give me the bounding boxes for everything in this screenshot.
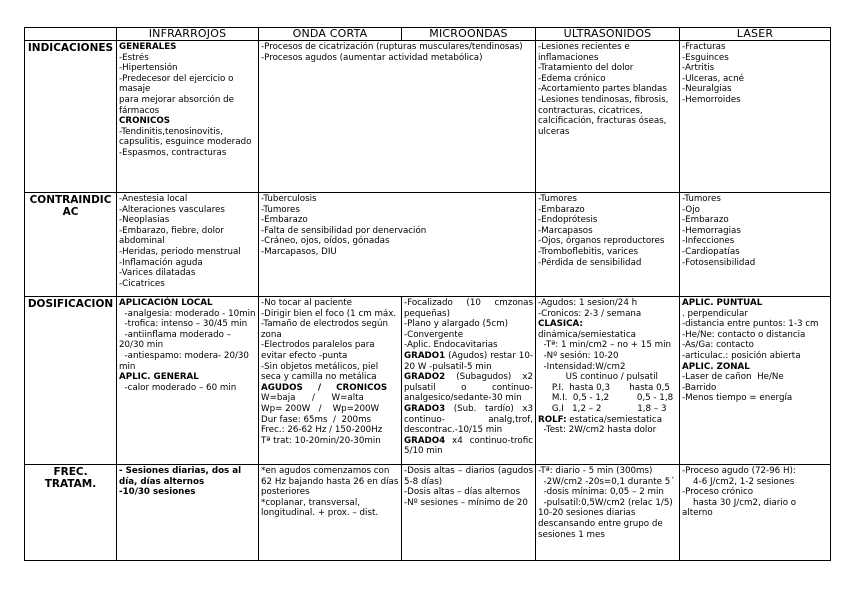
cell-line: -10/30 sesiones xyxy=(119,487,196,498)
cell-frec-laser xyxy=(680,465,831,561)
cell-line: -Hipertensión xyxy=(119,63,178,74)
header-microondas: MICROONDAS xyxy=(402,28,536,41)
cell-line: -Dirigir bien el foco (1 cm máx. xyxy=(261,308,397,319)
cell-line: -Proceso crónico xyxy=(682,487,754,498)
cell-line: -Hemorragias xyxy=(682,225,741,236)
cell-line: *en agudos comenzamos con 62 Hz bajando hasta 26 en días posteriores xyxy=(261,466,402,498)
cell-line: -Infecciones xyxy=(682,236,735,247)
cell-line: G.I 1,2 – 2 1,8 – 3 xyxy=(538,403,667,414)
cell-line: -Cardiopatías xyxy=(682,246,740,257)
cell-line: *coplanar, transversal, longitudinal. + prox. – dist. xyxy=(261,497,379,519)
cell-line: -Neoplasias xyxy=(119,215,170,226)
cell-line: -Tromboflebitis, varices xyxy=(538,246,639,257)
cell-line: -Marcapasos, DIU xyxy=(261,246,337,257)
cell-line: -2W/cm2 -20s=0,1 durante 5´ xyxy=(538,476,675,487)
cell-line: -Ulceras, acné xyxy=(682,73,744,84)
cell-line: -analgesia: moderado - 10min xyxy=(119,308,256,319)
cell-line: -Tamaño de electrodos según zona xyxy=(261,319,391,340)
cell-line: -Embarazo xyxy=(682,215,729,226)
cell-line: -Acortamiento partes blandas xyxy=(538,84,667,95)
cell-contra-onda-microondas xyxy=(259,193,536,297)
cell-line: -Aplic. Endocavitarias xyxy=(404,340,498,351)
cell-indicaciones-onda-microondas xyxy=(259,41,536,193)
cell-line xyxy=(404,351,533,372)
cell-line: -articulac.: posición abierta xyxy=(682,350,801,361)
cell-line: -Dosis altas – diarios (agudos 5-8 días) xyxy=(404,466,536,487)
cell-line: -Embarazo xyxy=(538,204,585,215)
cell-line-bold-prefix: ROLF: xyxy=(538,414,567,425)
cell-dosis-laser xyxy=(680,297,831,465)
header-row xyxy=(25,28,831,41)
row-label-dosificacion: DOSIFICACION xyxy=(25,297,117,465)
cell-line: AGUDOS / CRONICOS xyxy=(261,382,388,393)
cell-dosis-onda-corta xyxy=(259,297,402,465)
cell-line: -Inflamación aguda xyxy=(119,257,203,268)
cell-line-rest: estatica/semiestatica xyxy=(566,414,663,425)
cell-line: -Esguinces xyxy=(682,52,729,63)
row-label-indicaciones: INDICACIONES xyxy=(25,41,117,193)
cell-line: -Tª: 1 min/cm2 – no + 15 min xyxy=(538,340,672,351)
cell-contra-laser xyxy=(680,193,831,297)
cell-dosis-microondas xyxy=(402,297,536,465)
cell-line: -distancia entre puntos: 1-3 cm xyxy=(682,319,819,330)
therapy-comparison-sheet xyxy=(24,27,830,561)
cell-line: -Endoprótesis xyxy=(538,215,598,226)
cell-line: APLICACIÓN LOCAL xyxy=(119,298,213,308)
cell-line: US continuo / pulsatil xyxy=(538,372,658,383)
cell-line: -Laser de cañon He/Ne xyxy=(682,372,784,383)
cell-line: -Dosis altas – días alternos xyxy=(404,487,521,498)
cell-line: M.I. 0,5 - 1,2 0,5 - 1,8 xyxy=(538,393,674,404)
cell-line: Dur fase: 65ms / 200ms xyxy=(261,414,372,425)
cell-line: . perpendicular xyxy=(682,308,748,319)
cell-line: CRONICOS xyxy=(119,116,170,127)
row-frecuencia xyxy=(25,465,831,561)
cell-line: -Estrés xyxy=(119,52,149,63)
cell-contra-ultrasonidos xyxy=(536,193,680,297)
cell-line: -Heridas, periodo menstrual xyxy=(119,246,241,257)
cell-line: -Neuralgias xyxy=(682,84,732,95)
cell-line: -Cráneo, ojos, oídos, gónadas xyxy=(261,236,390,247)
cell-line: -Artritis xyxy=(682,63,715,74)
comparison-table xyxy=(24,27,831,561)
cell-line: W=baja / W=alta xyxy=(261,393,364,404)
cell-line: -trofica: intenso – 30/45 min xyxy=(119,319,248,330)
cell-line-bold-prefix: GRADO3 xyxy=(404,403,446,414)
cell-line: -Test: 2W/cm2 hasta dolor xyxy=(538,425,657,436)
cell-line: -Embarazo xyxy=(261,215,308,226)
cell-line: -Convergente xyxy=(404,329,464,340)
cell-line: -Electrodos paralelos para evitar efecto -punta xyxy=(261,340,378,361)
cell-line-rest: x4 continuo-trofic 5/10 min xyxy=(404,435,536,457)
cell-line: APLIC. PUNTUAL xyxy=(682,298,763,308)
cell-line: para mejorar absorción de fármacos xyxy=(119,94,237,116)
cell-contra-infrarrojos xyxy=(117,193,259,297)
cell-line: -Anestesia local xyxy=(119,194,188,204)
cell-line: hasta 30 J/cm2, diario o alterno xyxy=(682,497,799,519)
cell-line: -Lesiones tendinosas, fibrosis, contracturas, cicatrices, calcificación, fracturas óseas, ulceras xyxy=(538,94,672,137)
cell-line: -antiespamo: modera- 20/30 min xyxy=(119,350,252,372)
cell-line-rest: (Sub. tardío) x3 continuo- analg,trof, descontrac.-10/15 min xyxy=(404,403,536,436)
cell-dosis-infrarrojos xyxy=(117,297,259,465)
cell-line: -Varices dilatadas xyxy=(119,268,196,279)
cell-frec-ultrasonidos xyxy=(536,465,680,561)
cell-line: -No tocar al paciente xyxy=(261,298,352,308)
cell-line: -Tumores xyxy=(682,194,721,204)
cell-line: -calor moderado – 60 min xyxy=(119,382,237,393)
cell-line: -Tª: diario - 5 min (300ms) xyxy=(538,466,653,476)
cell-indicaciones-ultrasonidos xyxy=(536,41,680,193)
cell-indicaciones-infrarrojos xyxy=(117,41,259,193)
row-contraindicaciones xyxy=(25,193,831,297)
cell-line: -Ojo xyxy=(682,204,700,215)
cell-line: -Predecesor del ejercicio o masaje xyxy=(119,73,237,95)
header-infrarrojos: INFRARROJOS xyxy=(117,28,259,41)
cell-line: -Hemorroides xyxy=(682,94,741,105)
cell-frec-onda-corta xyxy=(259,465,402,561)
cell-line: APLIC. GENERAL xyxy=(119,372,199,383)
cell-line: Tª trat: 10-20min/20-30min xyxy=(261,435,381,446)
cell-line: -Embarazo, fiebre, dolor abdominal xyxy=(119,225,227,247)
cell-line: -He/Ne: contacto o distancia xyxy=(682,329,806,340)
cell-line: -As/Ga: contacto xyxy=(682,340,754,351)
cell-line: -Edema crónico xyxy=(538,73,606,84)
cell-line: -Tendinitis,tenosinovitis, capsulitis, esguince moderado xyxy=(119,126,252,148)
cell-frec-infrarrojos xyxy=(117,465,259,561)
cell-dosis-ultrasonidos xyxy=(536,297,680,465)
cell-line: -Tumores xyxy=(538,194,577,204)
header-onda-corta: ONDA CORTA xyxy=(259,28,402,41)
header-laser: LASER xyxy=(680,28,831,41)
row-label-contraindicaciones: CONTRAINDICAC xyxy=(25,193,117,297)
cell-line: -Plano y alargado (5cm) xyxy=(404,319,509,330)
cell-line: dinámica/semiestatica xyxy=(538,329,636,340)
cell-line-rest: (Subagudos) x2 pulsatil o continuo-analgesico/sedante-30 min xyxy=(404,372,536,404)
cell-line: -Ojos, órganos reproductores xyxy=(538,236,665,247)
cell-line: APLIC. ZONAL xyxy=(682,361,750,372)
cell-line: -pulsatil:0,5W/cm2 (relac 1/5) xyxy=(538,497,673,508)
cell-line: -Alteraciones vasculares xyxy=(119,204,225,215)
row-dosificacion xyxy=(25,297,831,465)
row-indicaciones xyxy=(25,41,831,193)
cell-line: -Fracturas xyxy=(682,42,726,52)
cell-line: -Sin objetos metálicos, piel seca y camilla no metálica xyxy=(261,361,381,383)
cell-line: -Pérdida de sensibilidad xyxy=(538,257,642,268)
cell-line: -dosis mínima: 0,05 – 2 min xyxy=(538,487,664,498)
row-label-frecuencia: FREC. TRATAM. xyxy=(25,465,117,561)
cell-line: -Focalizado (10 cmzonas pequeñas) xyxy=(404,298,536,319)
cell-indicaciones-laser xyxy=(680,41,831,193)
cell-line: -Tuberculosis xyxy=(261,194,317,204)
cell-line xyxy=(404,435,536,457)
cell-line: -Espasmos, contracturas xyxy=(119,147,227,158)
cell-line: -Intensidad:W/cm2 xyxy=(538,361,626,372)
cell-line: 10-20 sesiones diarias descansando entre grupo de sesiones 1 mes xyxy=(538,508,666,540)
cell-line-rest: (Agudos) restar 10-20 W -pulsatil-5 min xyxy=(404,350,533,372)
cell-line: -Procesos agudos (aumentar actividad metabólica) xyxy=(261,52,483,63)
cell-line: 4-6 J/cm2, 1-2 sesiones xyxy=(682,476,795,487)
cell-line: P.I. hasta 0,3 hasta 0,5 xyxy=(538,382,670,393)
cell-line xyxy=(404,403,536,436)
cell-line: -Tumores xyxy=(261,204,300,215)
cell-line-bold-prefix: GRADO1 xyxy=(404,350,446,361)
header-ultrasonidos: ULTRASONIDOS xyxy=(536,28,680,41)
cell-line xyxy=(404,372,536,404)
cell-line: -antiinflama moderado – 20/30 min xyxy=(119,329,234,351)
cell-line: -Falta de sensibilidad por denervación xyxy=(261,225,427,236)
cell-line: Wp= 200W / Wp=200W xyxy=(261,403,380,414)
cell-line: -Menos tiempo = energía xyxy=(682,393,793,404)
cell-line: GENERALES xyxy=(119,42,177,52)
cell-line-bold-prefix: GRADO4 xyxy=(404,435,446,446)
cell-line: -Marcapasos xyxy=(538,225,593,236)
cell-line xyxy=(538,415,677,426)
cell-line: -Fotosensibilidad xyxy=(682,257,756,268)
cell-line: -Nº sesiones – mínimo de 20 xyxy=(404,497,528,508)
cell-line: -Procesos de cicatrización (rupturas musculares/tendinosas) xyxy=(261,42,523,52)
cell-line: -Cronicos: 2-3 / semana xyxy=(538,308,642,319)
cell-line: -Barrido xyxy=(682,382,717,393)
cell-line: -Agudos: 1 sesion/24 h xyxy=(538,298,638,308)
header-empty xyxy=(25,28,117,41)
cell-frec-microondas xyxy=(402,465,536,561)
cell-line: -Tratamiento del dolor xyxy=(538,63,634,74)
cell-line: - Sesiones diarias, dos al día, días alternos xyxy=(119,466,245,487)
cell-line: -Proceso agudo (72-96 H): xyxy=(682,466,796,476)
cell-line: CLASICA: xyxy=(538,319,583,330)
cell-line: -Nº sesión: 10-20 xyxy=(538,350,619,361)
cell-line-bold-prefix: GRADO2 xyxy=(404,372,446,383)
cell-line: -Cicatrices xyxy=(119,278,165,289)
cell-line: Frec.: 26-62 Hz / 150-200Hz xyxy=(261,425,383,436)
cell-line: -Lesiones recientes e inflamaciones xyxy=(538,42,633,63)
